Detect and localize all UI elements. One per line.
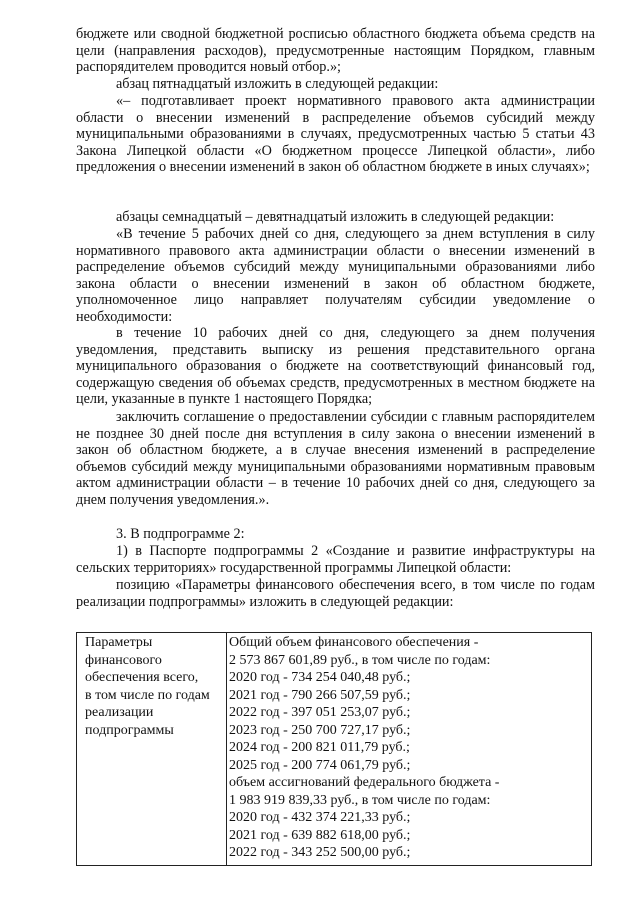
right-cell-line: Общий объем финансового обеспечения - [229,635,479,650]
paragraph-position-financing: позицию «Параметры финансового обеспечения всего, в том числе по годам реализации подпрограммы» изложить в следующей редакции: [76,577,595,610]
right-cell-line: 2025 год - 200 774 061,79 руб.; [229,757,411,773]
paragraph-extract-submission: в течение 10 рабочих дней со дня, следующего за днем получения уведомления, представить выписку из решения представительного органа муниципального образования о бюджете на соответствующий финансовый год, содержащую сведения об объемах средств, предусмотренных в местном бюджете на цели, указанные в пункте 1 настоящего Порядка; [76,325,595,408]
financing-table [76,632,592,866]
paragraph-passport-subprogram-2: 1) в Паспорте подпрограммы 2 «Создание и развитие инфраструктуры на сельских территориях» государственной программы Липецкой области: [76,543,595,576]
paragraph-section-3: 3. В подпрограмме 2: [116,526,245,542]
table-column-divider [226,633,227,865]
paragraph-abzac-15-text: «– подготавливает проект нормативного правового акта администрации области о внесении изменений в распределение объемов субсидий между муниципальными образованиями в случаях, предусмотренных частью 5 статьи 43 Закона Липецкой области «О бюджетном процессе Липецкой области», либо предложения о внесении изменений в закон об областном бюджете в иных случаях»; [76,93,595,176]
right-cell-line: 2021 год - 790 266 507,59 руб.; [229,687,411,703]
paragraph-notification: «В течение 5 рабочих дней со дня, следующего за днем вступления в силу нормативного правового акта администрации области о внесении изменений в распределение объемов субсидий между муниципальными образованиями либо закона области о внесении изменений в закон об областном бюджете, уполномоченное лицо направляет получателям субсидии уведомление о необходимости: [76,226,595,325]
right-cell-line: объем ассигнований федерального бюджета - [229,775,500,790]
right-cell-line: 2022 год - 397 051 253,07 руб.; [229,705,411,720]
paragraph-abzac-17-19-intro: абзацы семнадцатый – девятнадцатый изложить в следующей редакции: [116,209,555,225]
right-cell-line: 2023 год - 250 700 727,17 руб.; [229,722,411,738]
right-cell-line: 2021 год - 639 882 618,00 руб.; [229,827,411,843]
right-cell-line: 2020 год - 432 374 221,33 руб.; [229,810,411,825]
left-cell-line: в том числе по годам [85,687,210,703]
paragraph-budget-reselection: бюджете или сводной бюджетной росписью областного бюджета объема средств на цели (направления расходов), предусмотренные настоящим Порядком, главным распорядителем проводится новый отбор.»; [76,26,595,76]
left-cell-line: финансового [85,652,162,668]
table-right-cell [229,634,589,862]
right-cell-line: 1 983 919 839,33 руб., в том числе по годам: [229,792,491,808]
paragraph-abzac-15-intro: абзац пятнадцатый изложить в следующей редакции: [116,76,439,92]
right-cell-line: 2022 год - 343 252 500,00 руб.; [229,845,411,860]
left-cell-line: реализации [85,705,154,720]
right-cell-line: 2024 год - 200 821 011,79 руб.; [229,740,410,755]
table-left-cell [85,634,225,739]
paragraph-agreement: заключить соглашение о предоставлении субсидии с главным распорядителем не позднее 30 дней после дня вступления в силу закона о внесении изменений в закон об областном бюджете, а в случае внесения изменений в распределение объемов субсидий между муниципальными образованиями нормативным правовым актом администрации области – в течение 10 рабочих дней со дня, следующего за днем получения уведомления.». [76,409,595,508]
right-cell-line: 2 573 867 601,89 руб., в том числе по годам: [229,652,491,668]
left-cell-line: Параметры [85,635,153,650]
left-cell-line: подпрограммы [85,722,174,738]
right-cell-line: 2020 год - 734 254 040,48 руб.; [229,670,411,685]
left-cell-line: обеспечения всего, [85,670,199,685]
